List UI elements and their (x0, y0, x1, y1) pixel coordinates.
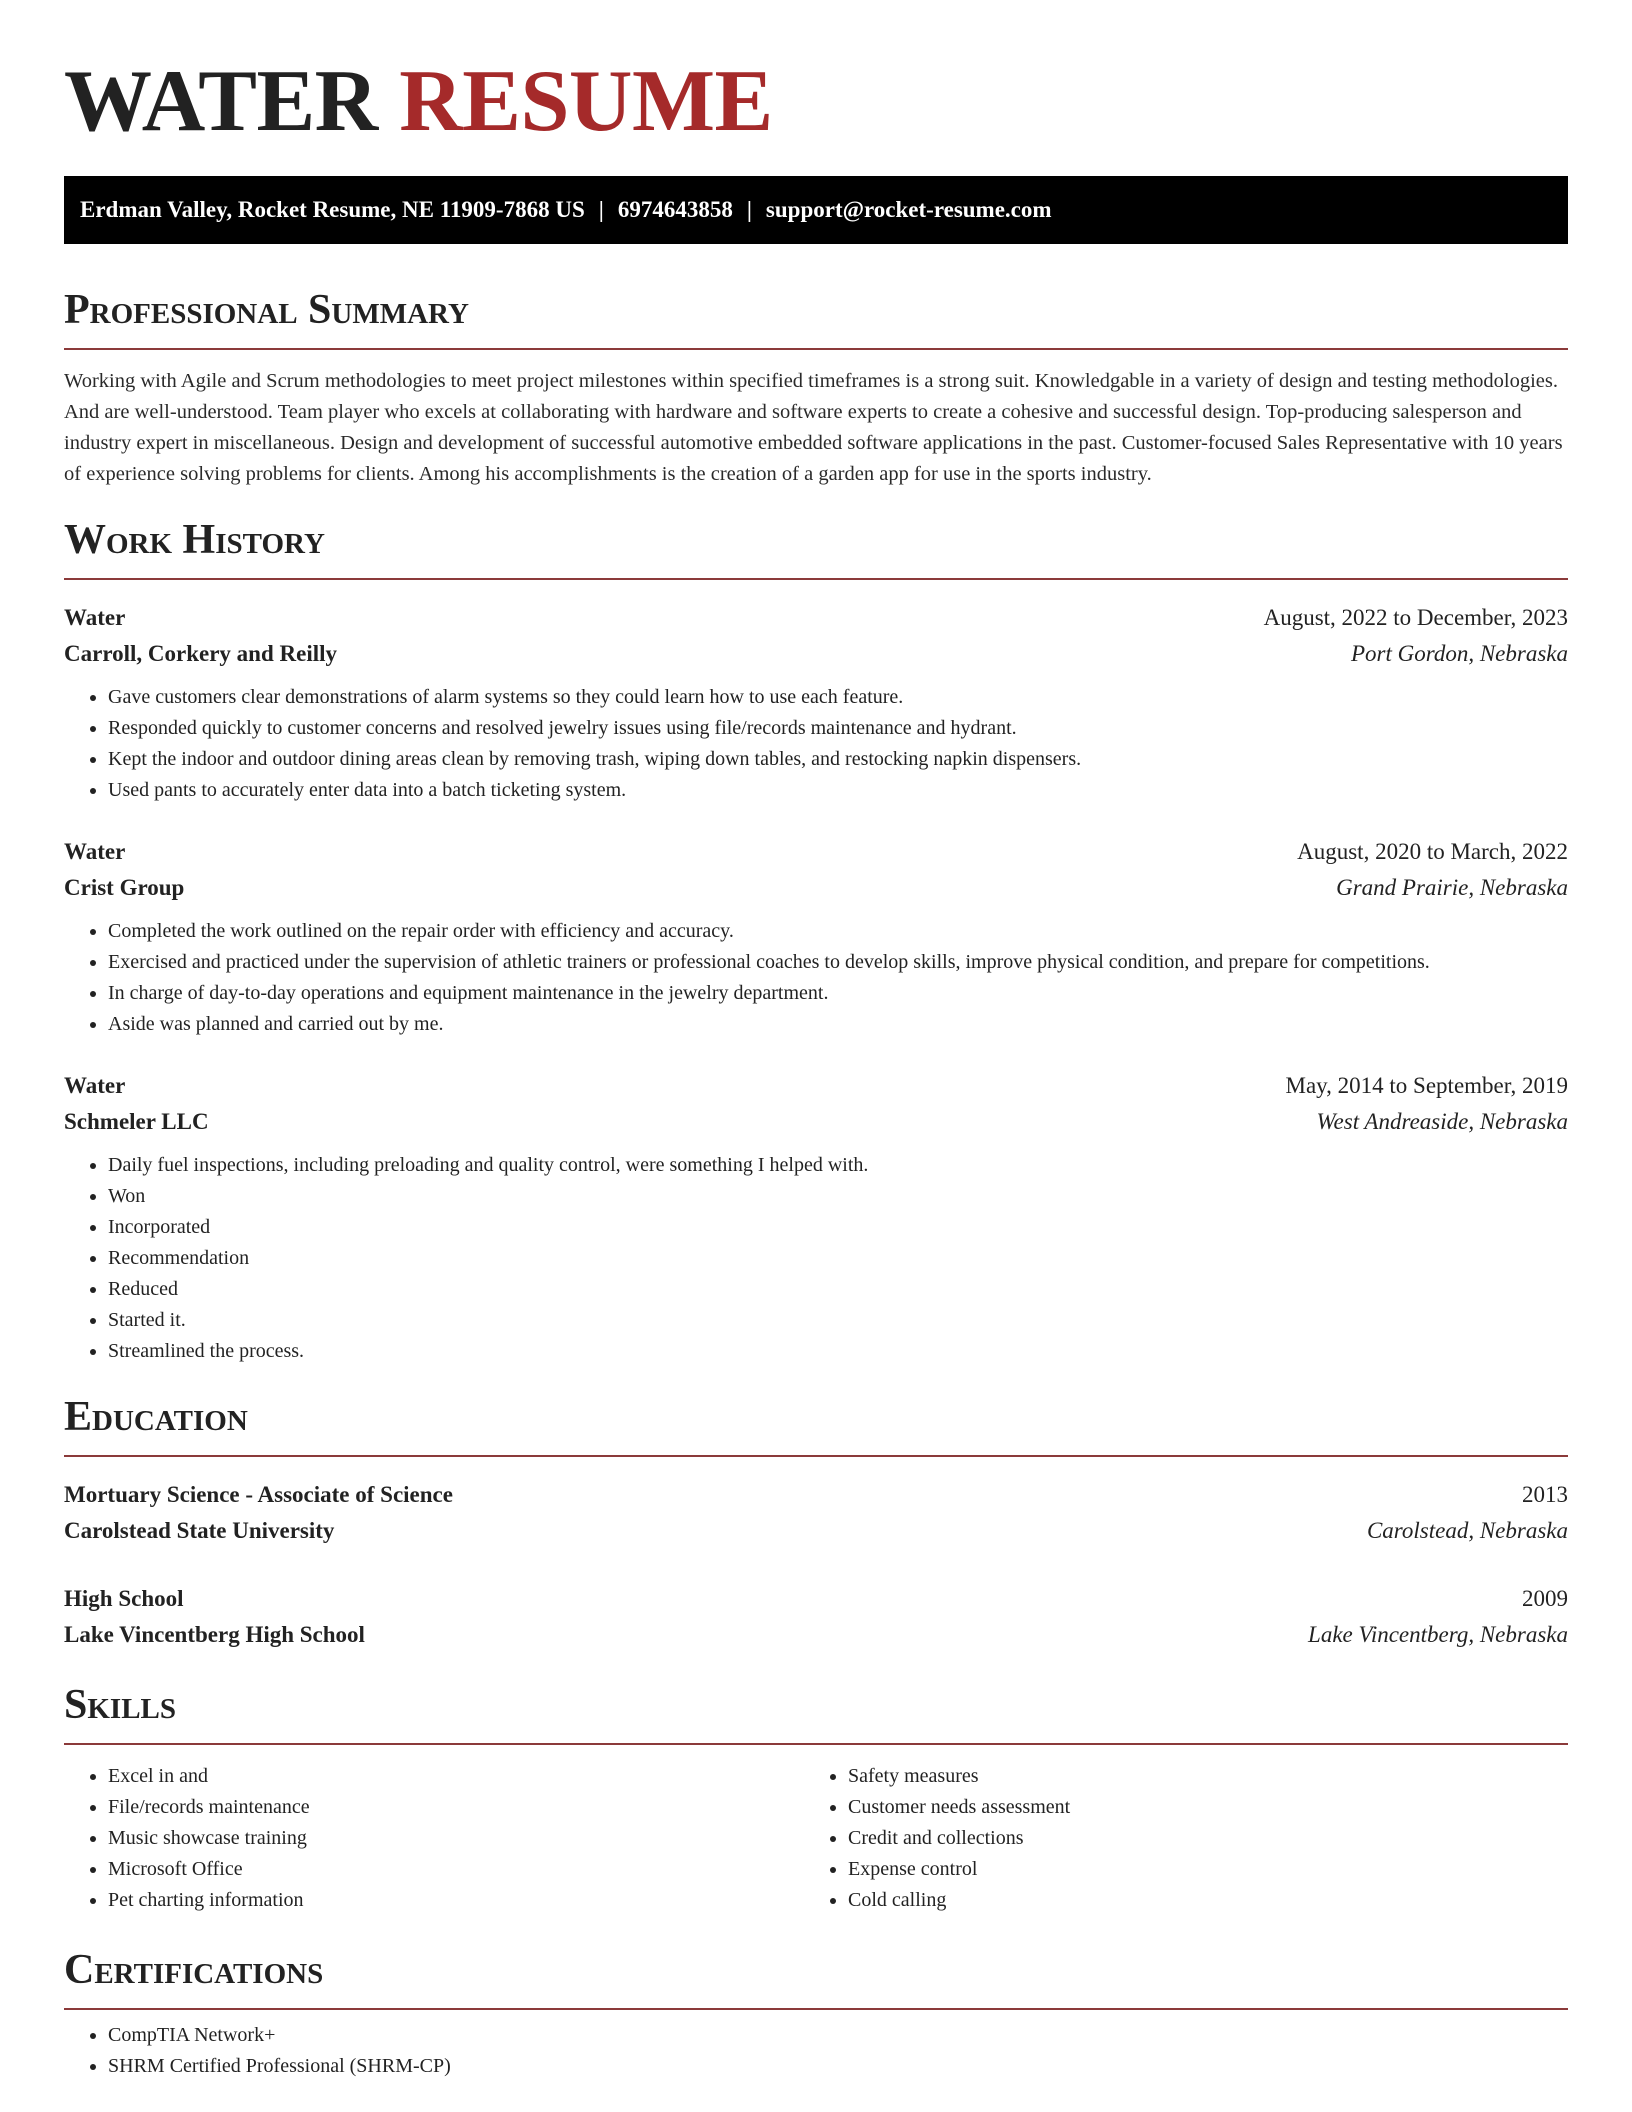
section-title-skills: Skills (64, 1681, 1568, 1745)
contact-separator: | (746, 197, 752, 222)
list-item: • Started it. (108, 1305, 1568, 1336)
education-location: Carolstead, Nebraska (1366, 1518, 1568, 1543)
certification-item: • SHRM Certified Professional (SHRM-CP) (108, 2051, 1568, 2082)
certification-item: • CompTIA Network+ (108, 2020, 1568, 2051)
education-year: 2013 (1522, 1482, 1568, 1507)
work-history-section (64, 516, 1568, 1367)
section-title-education: Education (64, 1393, 1568, 1457)
certifications-list (64, 2020, 1568, 2082)
summary-text: Working with Agile and Scrum methodologies to meet project milestones within specified timeframes is a strong suit. Knowledgable in a variety of design and testing methodologies. And are well-understood. Team player who excels at collaborating with hardware and software experts to create a cohesive and successful design. Top-producing salesperson and industry expert in miscellaneous. Design and development of successful automotive embedded software applications in the past. Customer-focused Sales Representative with 10 years of experience solving problems for clients. Among his accomplishments is the creation of a garden app for use in the sports industry. (64, 370, 1563, 485)
skill-item: • Microsoft Office (108, 1854, 804, 1885)
job-dates: May, 2014 to September, 2019 (1285, 1073, 1568, 1098)
contact-phone: 6974643858 (617, 197, 733, 222)
list-item: • Streamlined the process. (108, 1336, 1568, 1367)
list-item: • Responded quickly to customer concerns and resolved jewelry issues using file/records maintenance and hydrant. (108, 713, 1568, 744)
list-item: • Won (108, 1181, 1568, 1212)
list-item: • Reduced (108, 1274, 1568, 1305)
job-role: Water (64, 605, 126, 630)
education-location: Lake Vincentberg, Nebraska (1308, 1622, 1568, 1647)
education-degree: Mortuary Science - Associate of Science (64, 1482, 453, 1507)
skill-item: • Expense control (848, 1854, 1544, 1885)
skill-item: • Pet charting information (108, 1885, 804, 1916)
skill-item: • Customer needs assessment (848, 1792, 1544, 1823)
job-bullets (64, 682, 1568, 806)
job-bullets (64, 916, 1568, 1040)
skills-column-left (64, 1761, 804, 1916)
education-entry (64, 1581, 1568, 1653)
education-school: Lake Vincentberg High School (64, 1622, 365, 1647)
list-item: • In charge of day-to-day operations and equipment maintenance in the jewelry department. (108, 978, 1568, 1009)
job-location: Grand Prairie, Nebraska (1336, 875, 1568, 900)
job-entry (64, 1068, 1568, 1367)
resume-page (64, 0, 1568, 2082)
education-school: Carolstead State University (64, 1518, 335, 1543)
certifications-section (64, 1946, 1568, 2082)
skill-item: • Cold calling (848, 1885, 1544, 1916)
job-dates: August, 2020 to March, 2022 (1297, 839, 1568, 864)
job-role: Water (64, 1073, 126, 1098)
list-item: • Used pants to accurately enter data into a batch ticketing system. (108, 775, 1568, 806)
list-item: • Exercised and practiced under the supervision of athletic trainers or professional coaches to develop skills, improve physical condition, and prepare for competitions. (108, 947, 1568, 978)
list-item: • Aside was planned and carried out by me. (108, 1009, 1568, 1040)
skill-item: • File/records maintenance (108, 1792, 804, 1823)
education-degree: High School (64, 1586, 184, 1611)
contact-address: Erdman Valley, Rocket Resume, NE 11909-7868 US (80, 197, 585, 222)
job-company: Schmeler LLC (64, 1109, 209, 1134)
list-item: • Completed the work outlined on the repair order with efficiency and accuracy. (108, 916, 1568, 947)
job-entry (64, 834, 1568, 1040)
skills-section (64, 1681, 1568, 1916)
skill-item: • Credit and collections (848, 1823, 1544, 1854)
job-role: Water (64, 839, 126, 864)
job-bullets (64, 1150, 1568, 1367)
skill-item: • Music showcase training (108, 1823, 804, 1854)
list-item: • Gave customers clear demonstrations of alarm systems so they could learn how to use each feature. (108, 682, 1568, 713)
skills-grid (64, 1761, 1568, 1916)
section-title-work: Work History (64, 516, 1568, 580)
job-dates: August, 2022 to December, 2023 (1263, 605, 1568, 630)
education-section (64, 1393, 1568, 1653)
contact-bar (64, 176, 1568, 244)
education-entry (64, 1477, 1568, 1549)
list-item: • Recommendation (108, 1243, 1568, 1274)
contact-email: support@rocket-resume.com (765, 197, 1052, 222)
name-last: RESUME (399, 53, 773, 150)
job-company: Crist Group (64, 875, 185, 900)
skill-item: • Excel in and (108, 1761, 804, 1792)
contact-separator: | (598, 197, 604, 222)
list-item: • Incorporated (108, 1212, 1568, 1243)
section-title-summary: Professional Summary (64, 286, 1568, 350)
summary-section (64, 286, 1568, 490)
resume-name (64, 52, 1568, 152)
skill-item: • Safety measures (848, 1761, 1544, 1792)
job-location: West Andreaside, Nebraska (1316, 1109, 1568, 1134)
list-item: • Daily fuel inspections, including preloading and quality control, were something I helped with. (108, 1150, 1568, 1181)
list-item: • Kept the indoor and outdoor dining areas clean by removing trash, wiping down tables, and restocking napkin dispensers. (108, 744, 1568, 775)
skills-column-right (804, 1761, 1544, 1916)
education-year: 2009 (1522, 1586, 1568, 1611)
name-first: WATER (64, 53, 378, 150)
job-location: Port Gordon, Nebraska (1350, 641, 1568, 666)
job-entry (64, 600, 1568, 806)
job-company: Carroll, Corkery and Reilly (64, 641, 337, 666)
section-title-certifications: Certifications (64, 1946, 1568, 2010)
